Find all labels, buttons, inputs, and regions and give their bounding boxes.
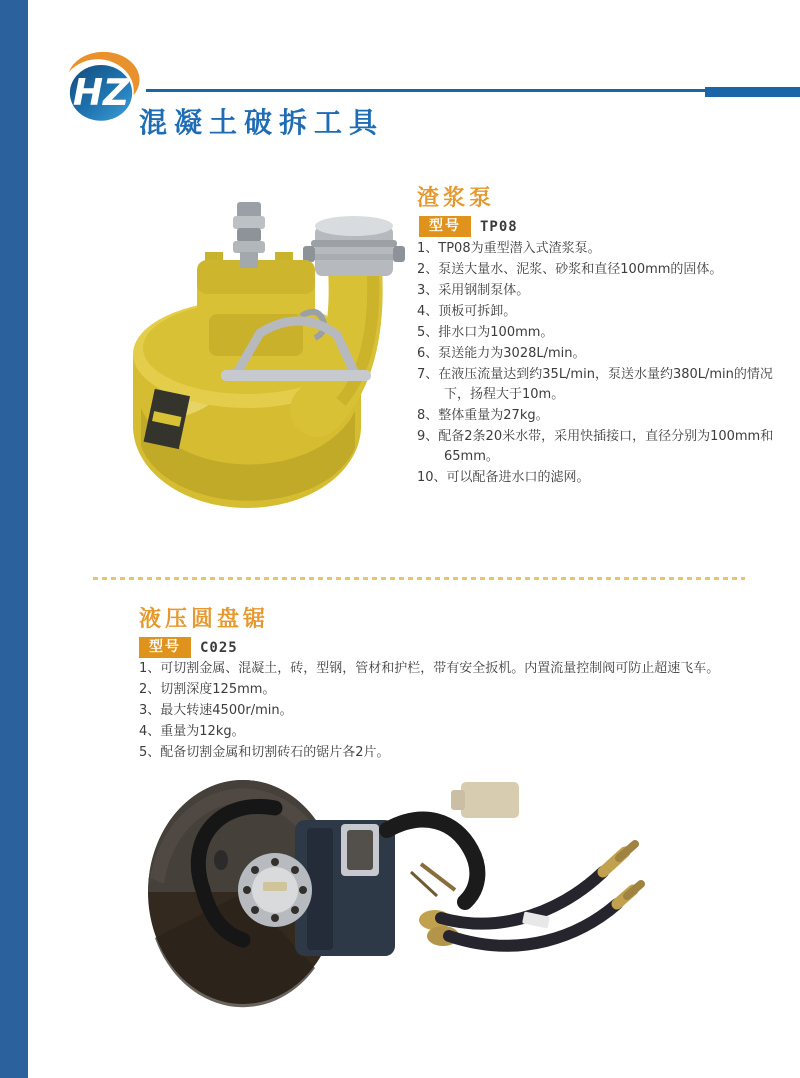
model-row-circular-saw: [139, 637, 238, 658]
model-row-slurry-pump: [419, 216, 518, 237]
model-badge: 型号: [419, 216, 471, 237]
circular-saw-illustration: [125, 768, 645, 1018]
feature-item: 2、泵送大量水、泥浆、砂浆和直径100mm的固体。: [417, 262, 723, 277]
feature-item: 3、采用钢制泵体。: [417, 283, 530, 298]
feature-item: 7、在液压流量达到约35L/min，泵送水量约380L/min的情况下，扬程大于10m。: [417, 367, 773, 402]
left-edge-bar: [0, 0, 28, 1078]
model-value: TP08: [480, 218, 518, 235]
dashed-divider: [93, 577, 745, 580]
feature-item: 8、整体重量为27kg。: [417, 408, 549, 423]
slurry-pump-illustration: [105, 196, 415, 511]
feature-item: 1、可切割金属、混凝土，砖，型钢，管材和护栏，带有安全扳机。内置流量控制阀可防止超速飞车。: [139, 661, 720, 676]
feature-list-circular-saw: [139, 659, 791, 764]
feature-list-slurry-pump: [417, 239, 789, 489]
slurry-pump-photo: [105, 196, 415, 511]
feature-item: 4、顶板可拆卸。: [417, 304, 517, 319]
feature-item: 2、切割深度125mm。: [139, 682, 276, 697]
header-rule-end: [705, 87, 800, 97]
feature-item: 3、最大转速4500r/min。: [139, 703, 293, 718]
product-title-circular-saw: 液压圆盘锯: [139, 607, 270, 632]
feature-item: 4、重量为12kg。: [139, 724, 245, 739]
model-value: C025: [200, 639, 238, 656]
feature-item: 6、泵送能力为3028L/min。: [417, 346, 586, 361]
feature-item: 9、配备2条20米水带，采用快插接口，直径分别为100mm和65mm。: [417, 429, 774, 464]
page-title: 混凝土破拆工具: [139, 106, 385, 139]
model-badge: 型号: [139, 637, 191, 658]
logo-letters: HZ: [72, 72, 130, 115]
company-logo-icon: [60, 50, 142, 126]
circular-saw-photo: [125, 768, 645, 1018]
header-rule: [146, 89, 705, 92]
product-title-slurry-pump: 渣浆泵: [417, 186, 496, 211]
feature-item: 10、可以配备进水口的滤网。: [417, 470, 590, 485]
feature-item: 5、排水口为100mm。: [417, 325, 554, 340]
feature-item: 5、配备切割金属和切割砖石的锯片各2片。: [139, 745, 390, 760]
feature-item: 1、TP08为重型潜入式渣浆泵。: [417, 241, 601, 256]
